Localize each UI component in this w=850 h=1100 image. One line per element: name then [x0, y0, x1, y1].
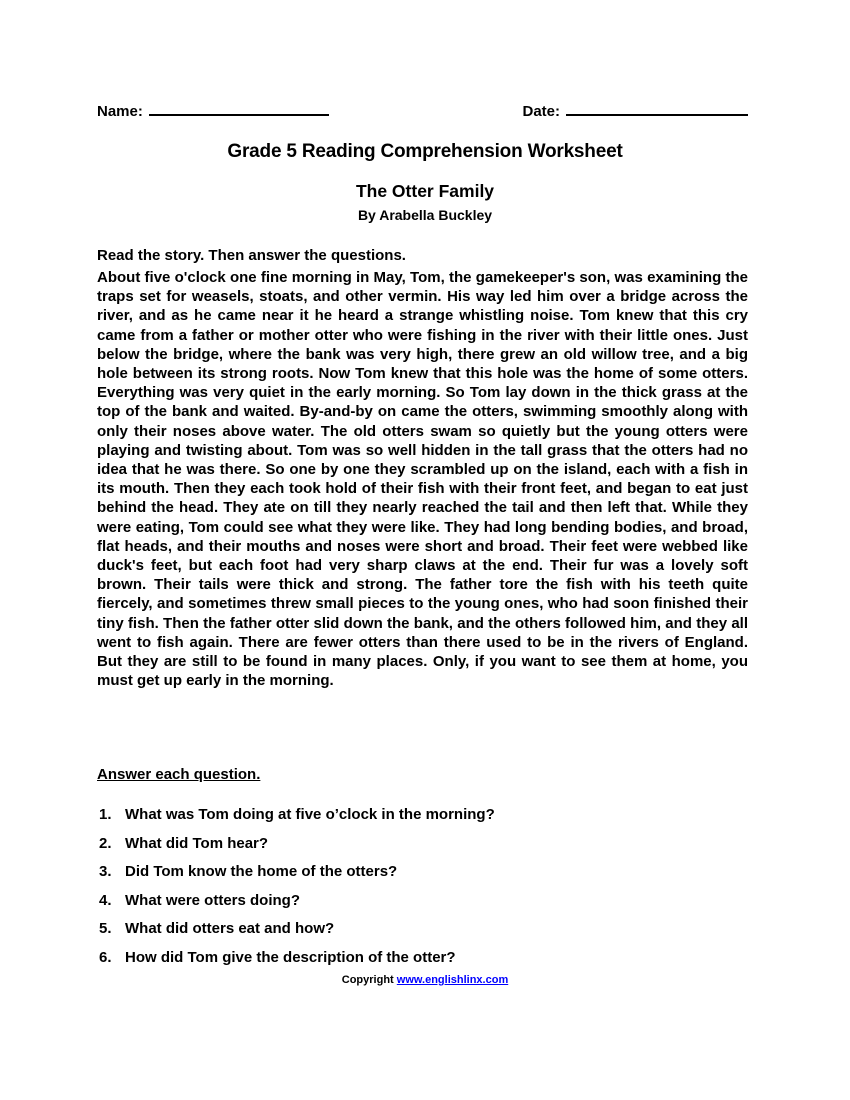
question-item — [99, 834, 748, 853]
worksheet-title: Grade 5 Reading Comprehension Worksheet — [227, 141, 623, 162]
date-field-group — [522, 101, 748, 120]
date-blank-line[interactable] — [566, 101, 748, 116]
story-paragraph: About five o'clock one fine morning in May, Tom, the gamekeeper's son, was examining the traps set for weasels, stoats, and other vermin. His way led him over a bridge across the river, and as he came near it he heard a strange whistling noise. Tom knew that this cry came from a father or mother otter who were fishing in the river with their little ones. Just below the bridge, where the bank was very high, there grew an old willow tree, and a big hole between its strong roots. Now Tom knew that this hole was the home of some otters. Everything was very quiet in the early morning. So Tom lay down in the thick grass at the top of the bank and waited. By-and-by on came the otters, swimming smoothly along with only their noses above water. The old otters swam so quietly but the young otters were playing and twisting about. Tom was so well hidden in the tall grass that the otters had no idea that he was there. So one by one they scrambled up on the island, each with a fish in its mouth. Then they each took hold of their fish with their front feet, and began to eat just behind the head. They ate on till they nearly reached the tail and then left that. While they were eating, Tom could see what they were like. They had long bending bodies, and broad, flat heads, and their mouths and noses were short and broad. Their feet were webbed like duck's feet, but each foot had very sharp claws at the end. Their fur was a lovely soft brown. Their tails were thick and strong. The father tore the fish with his teeth quite fiercely, and sometimes threw small pieces to the young ones, who had soon finished their tiny fish. Then the father otter slid down the bank, and the others followed him, and they all went to fish again. There are fewer otters than there used to be in the rivers of England. But they are still to be found in many places. Only, if you want to see them at home, you must get up early in the morning. — [97, 269, 748, 690]
date-label: Date: — [522, 103, 560, 120]
question-number: 6. — [99, 948, 112, 966]
question-text: What were otters doing? — [125, 891, 301, 909]
question-number: 4. — [99, 891, 112, 909]
question-list — [99, 805, 748, 977]
question-item — [99, 948, 748, 967]
question-number: 3. — [99, 863, 112, 881]
englishlinx-link[interactable]: www.englishlinx.com — [396, 974, 509, 986]
question-text: What was Tom doing at five o’clock in the morning? — [125, 806, 495, 823]
read-instruction: Read the story. Then answer the questions. — [97, 247, 406, 264]
header-row — [97, 101, 748, 120]
name-blank-line[interactable] — [149, 101, 329, 116]
story-title: The Otter Family — [355, 181, 495, 201]
question-item — [99, 862, 748, 881]
answer-instruction: Answer each question. — [97, 766, 261, 783]
question-number: 2. — [99, 834, 112, 852]
question-text: What did otters eat and how? — [125, 920, 335, 938]
copyright-label: Copyright — [341, 974, 394, 986]
question-number: 1. — [99, 806, 112, 823]
story-byline: By Arabella Buckley — [357, 207, 493, 223]
question-item — [99, 891, 748, 910]
question-text: What did Tom hear? — [125, 834, 269, 852]
question-text: How did Tom give the description of the otter? — [125, 948, 456, 966]
copyright-footer — [0, 974, 850, 986]
question-number: 5. — [99, 920, 112, 938]
name-field-group — [97, 101, 329, 120]
question-item — [99, 919, 748, 938]
question-text: Did Tom know the home of the otters? — [125, 863, 398, 881]
question-item — [99, 805, 748, 824]
name-label: Name: — [97, 103, 143, 120]
